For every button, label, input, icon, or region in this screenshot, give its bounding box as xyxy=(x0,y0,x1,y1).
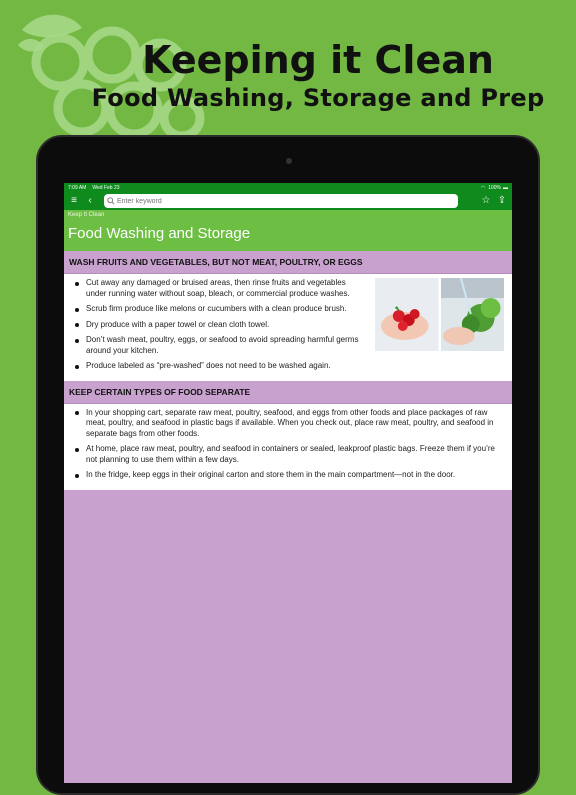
list-item: In the fridge, keep eggs in their original carton and store them in the main compartment—not in the door. xyxy=(72,470,504,481)
section-card-separate xyxy=(64,404,512,490)
menu-icon[interactable]: ≡ xyxy=(71,195,77,206)
list-item: Produce labeled as “pre-washed” does not need to be washed again. xyxy=(72,361,362,372)
search-box[interactable] xyxy=(104,194,458,208)
status-date: Wed Feb 23 xyxy=(92,184,120,191)
greens-photo xyxy=(441,278,505,351)
list-item: Scrub firm produce like melons or cucumbers with a clean produce brush. xyxy=(72,304,362,315)
strawberries-photo xyxy=(375,278,439,351)
status-time: 7:09 AM xyxy=(68,184,87,191)
list-item: Dry produce with a paper towel or clean cloth towel. xyxy=(72,320,362,331)
tablet-camera xyxy=(286,158,292,164)
breadcrumb[interactable]: Keep It Clean xyxy=(68,212,105,218)
page-title: Food Washing and Storage xyxy=(68,225,251,242)
promo-subheadline: Food Washing, Storage and Prep xyxy=(91,84,545,112)
promo-headline: Keeping it Clean xyxy=(142,38,494,82)
search-icon xyxy=(107,197,115,205)
nav-bar xyxy=(64,192,512,210)
wifi-icon: ◠ xyxy=(480,184,486,191)
back-icon[interactable]: ‹ xyxy=(88,195,92,206)
list-item: At home, place raw meat, poultry, and seafood in containers or sealed, leakproof plastic bags. Freeze them if you’re not planning to use them within a few days. xyxy=(72,444,504,465)
status-battery: 100% xyxy=(488,184,501,191)
favorite-star-icon[interactable]: ☆ xyxy=(481,195,491,206)
section-heading-wash: WASH FRUITS AND VEGETABLES, BUT NOT MEAT, POULTRY, OR EGGS xyxy=(64,251,512,274)
app-screen xyxy=(64,183,512,783)
status-bar xyxy=(64,183,512,192)
list-item: In your shopping cart, separate raw meat, poultry, seafood, and eggs from other foods and place packages of raw meat, poultry, and seafood in plastic bags if available. When you check out, place raw meat, poultry, and seafood in separate bags from other foods. xyxy=(72,408,504,440)
search-input[interactable] xyxy=(115,195,449,207)
produce-photos xyxy=(375,278,504,351)
list-item: Cut away any damaged or bruised areas, then rinse fruits and vegetables under running water without soap, bleach, or commercial produce washes. xyxy=(72,278,362,299)
list-item: Don’t wash meat, poultry, eggs, or seafood to avoid spreading harmful germs around your kitchen. xyxy=(72,335,362,356)
share-icon[interactable]: ⇪ xyxy=(497,195,507,206)
page-header xyxy=(64,210,512,251)
section-card-wash xyxy=(64,274,512,381)
battery-icon: ▬ xyxy=(503,184,508,191)
section-heading-separate: KEEP CERTAIN TYPES OF FOOD SEPARATE xyxy=(64,381,512,404)
